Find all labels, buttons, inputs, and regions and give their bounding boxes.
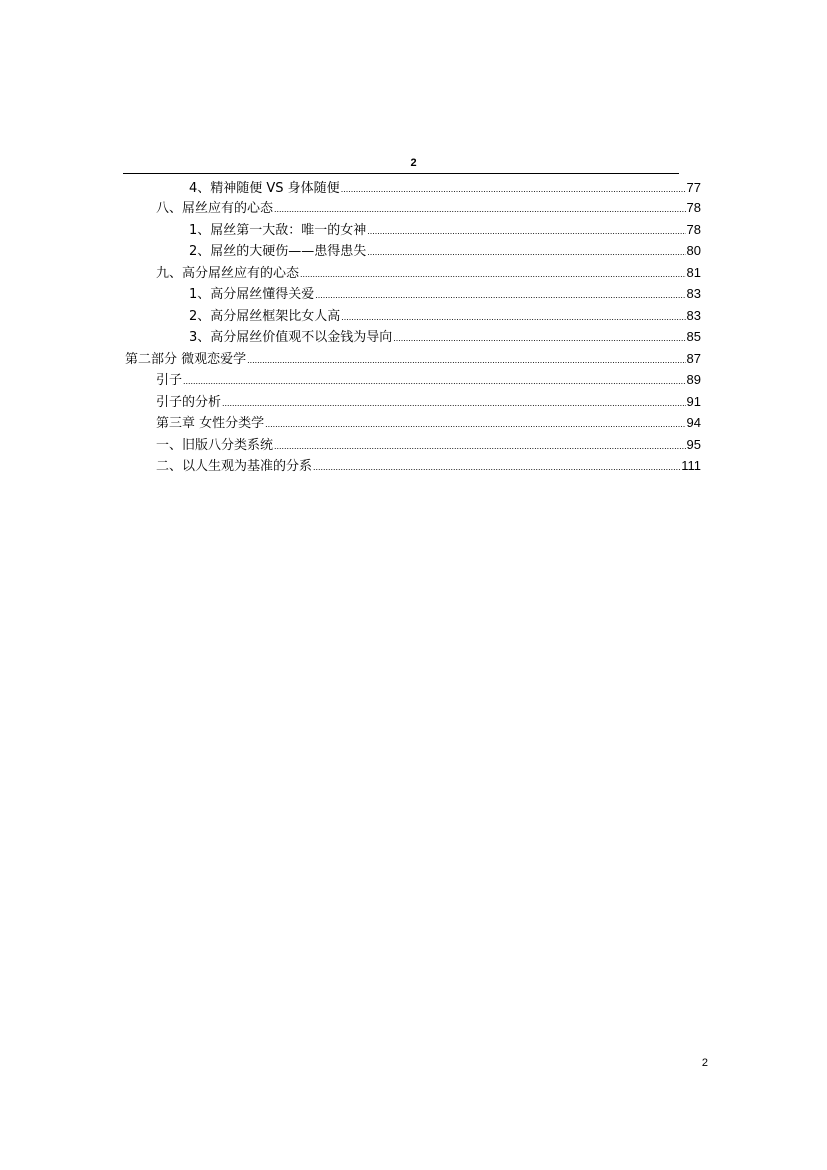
toc-entry[interactable] <box>189 178 701 198</box>
toc-leader-dots <box>222 393 686 413</box>
toc-entry-page: 95 <box>686 437 701 452</box>
toc-entry-label: 1、高分屌丝懂得关爱 <box>189 287 315 302</box>
toc-entry-page: 80 <box>686 243 701 258</box>
toc-entry-label: 4、精神随便 VS 身体随便 <box>189 181 340 196</box>
toc-entry-page: 87 <box>686 351 701 366</box>
toc-leader-dots <box>393 328 685 348</box>
toc-entry[interactable] <box>189 327 701 347</box>
toc-entry-page: 91 <box>686 394 701 409</box>
toc-leader-dots <box>274 436 686 456</box>
toc-leader-dots <box>313 457 680 477</box>
toc-entry-label: 2、屌丝的大硬伤——患得患失 <box>189 244 367 259</box>
toc-entry-page: 81 <box>686 265 701 280</box>
toc-leader-dots <box>274 199 686 219</box>
toc-entry-page: 111 <box>681 458 701 473</box>
toc-entry-label: 第三章 女性分类学 <box>156 416 265 431</box>
toc-entry-label: 第二部分 微观恋爱学 <box>125 352 247 367</box>
toc-entry[interactable] <box>156 413 701 433</box>
toc-entry-label: 引子的分析 <box>156 395 222 410</box>
toc-leader-dots <box>300 264 686 284</box>
toc-entry-label: 2、高分屌丝框架比女人高 <box>189 309 341 324</box>
toc-entry[interactable] <box>156 370 701 390</box>
toc-entry-label: 九、高分屌丝应有的心态 <box>156 266 300 281</box>
toc-entry-page: 78 <box>686 200 701 215</box>
toc-entry[interactable] <box>189 284 701 304</box>
toc-entry[interactable] <box>189 306 701 326</box>
toc-entry-label: 八、屌丝应有的心态 <box>156 201 274 216</box>
toc-entry[interactable] <box>156 198 701 218</box>
toc-entry[interactable] <box>125 349 701 369</box>
toc-leader-dots <box>247 350 685 370</box>
header-rule <box>123 173 679 174</box>
toc-entry-page: 77 <box>686 180 701 195</box>
toc-entry[interactable] <box>189 220 701 240</box>
toc-entry-page: 78 <box>686 222 701 237</box>
toc-entry[interactable] <box>156 392 701 412</box>
toc-entry[interactable] <box>156 435 701 455</box>
toc-entry-page: 94 <box>686 415 701 430</box>
toc-entry-label: 3、高分屌丝价值观不以金钱为导向 <box>189 330 393 345</box>
toc-leader-dots <box>265 414 685 434</box>
toc-entry-page: 85 <box>686 329 701 344</box>
toc-entry-label: 一、旧版八分类系统 <box>156 438 274 453</box>
toc-entry-label: 1、屌丝第一大敌：唯一的女神 <box>189 223 367 238</box>
toc-entry[interactable] <box>156 263 701 283</box>
toc-leader-dots <box>341 307 685 327</box>
toc-entry-page: 83 <box>686 308 701 323</box>
toc-leader-dots <box>367 242 685 262</box>
toc-entry[interactable] <box>156 456 701 476</box>
header-page-number: 2 <box>410 157 417 169</box>
toc-entry-label: 二、以人生观为基准的分系 <box>156 459 313 474</box>
toc-entry[interactable] <box>189 241 701 261</box>
toc-entry-page: 83 <box>686 286 701 301</box>
toc-entry-page: 89 <box>686 372 701 387</box>
toc-leader-dots <box>367 221 685 241</box>
toc-entry-label: 引子 <box>156 373 183 388</box>
toc-leader-dots <box>315 285 685 305</box>
toc-leader-dots <box>341 179 686 199</box>
toc-leader-dots <box>183 371 686 391</box>
footer-page-number: 2 <box>701 1057 708 1069</box>
